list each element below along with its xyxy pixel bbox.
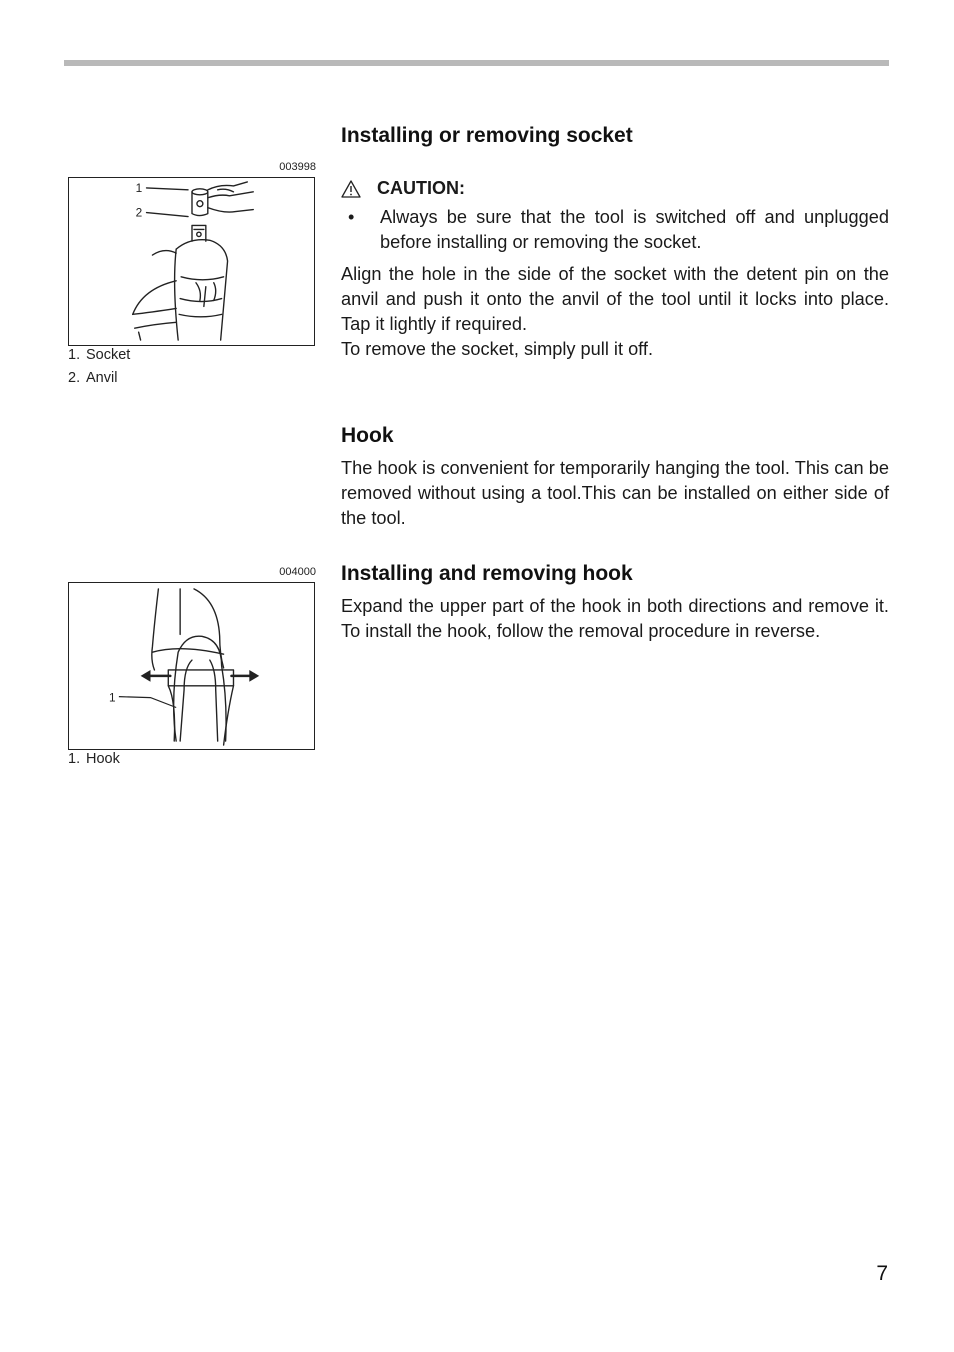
section-title: Hook bbox=[341, 424, 394, 447]
callout-1: 1 bbox=[135, 180, 143, 195]
callout-1: 1 bbox=[108, 690, 116, 705]
paragraph: The hook is convenient for temporarily hanging the tool. This can be removed without using a tool.This can be installed on either side of the tool. bbox=[341, 458, 889, 528]
section-title: Installing and removing hook bbox=[341, 562, 633, 585]
section-hook bbox=[341, 423, 889, 531]
figure-code: 003998 bbox=[279, 161, 316, 173]
top-rule bbox=[64, 60, 889, 66]
bullet-text: Always be sure that the tool is switched off and unplugged before installing or removing the socket. bbox=[380, 207, 889, 252]
hook-drawing bbox=[69, 583, 314, 749]
figure-legend bbox=[68, 748, 120, 771]
figure-hook-illustration bbox=[68, 582, 315, 750]
paragraph: To remove the socket, simply pull it off. bbox=[341, 339, 654, 359]
legend-item: 2. Anvil bbox=[68, 370, 118, 386]
section-installing-socket bbox=[341, 123, 889, 362]
paragraph: Align the hole in the side of the socket with the detent pin on the anvil and push it onto the anvil of the tool until it locks into place. Tap it lightly if required. bbox=[341, 264, 889, 334]
figure-legend bbox=[68, 344, 130, 390]
callout-2: 2 bbox=[135, 205, 143, 220]
caution-bullet bbox=[341, 205, 889, 255]
caution-label: CAUTION: bbox=[377, 178, 465, 198]
page-number: 7 bbox=[876, 1262, 888, 1285]
figure-socket-illustration bbox=[68, 177, 315, 346]
socket-drawing bbox=[69, 178, 314, 345]
warning-triangle-icon bbox=[341, 180, 361, 198]
section-title: Installing or removing socket bbox=[341, 124, 633, 147]
paragraph: Expand the upper part of the hook in both directions and remove it. To install the hook, follow the removal procedure in reverse. bbox=[341, 596, 889, 641]
caution-heading bbox=[341, 176, 889, 201]
legend-item: 1. Socket bbox=[68, 347, 131, 363]
legend-item: 1. Hook bbox=[68, 751, 120, 767]
figure-code: 004000 bbox=[279, 566, 316, 578]
section-installing-hook bbox=[341, 561, 889, 644]
bullet-dot: • bbox=[348, 207, 355, 227]
